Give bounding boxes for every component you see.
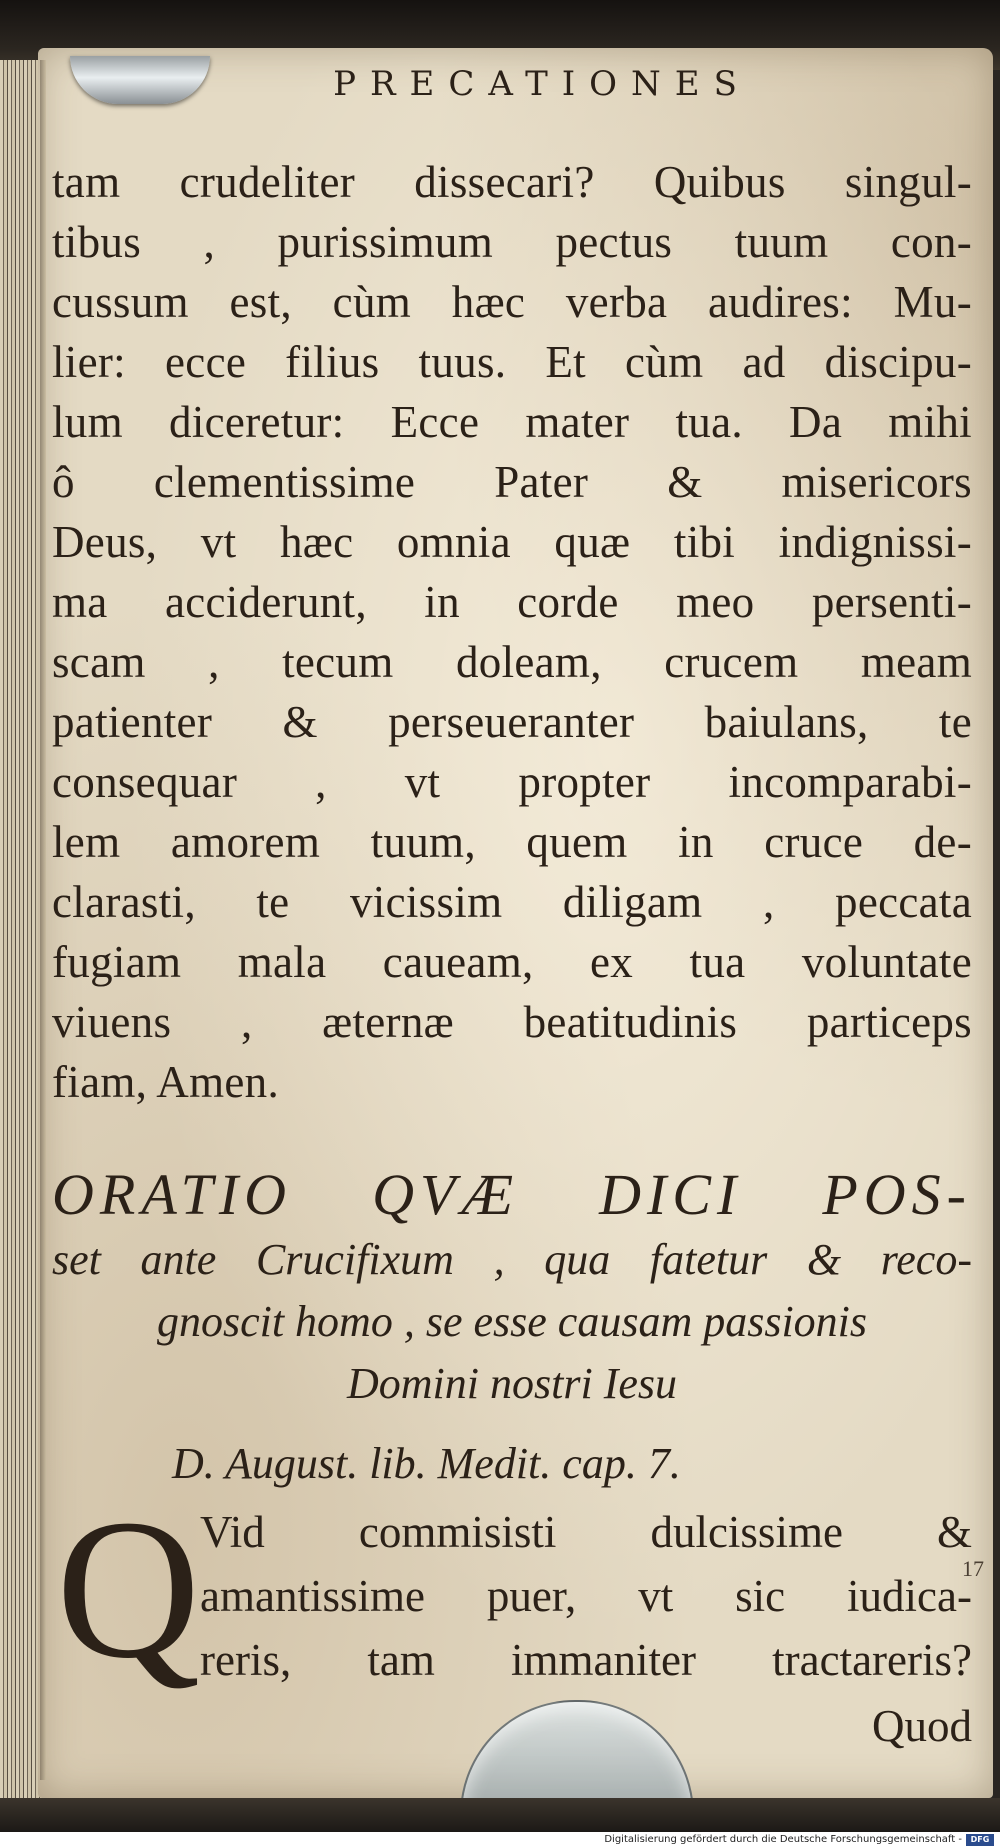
catchword: Quod — [872, 1701, 972, 1751]
section-heading: ORATIO QVÆ DICI POS- — [52, 1162, 972, 1227]
funding-credit: Digitalisierung gefördert durch die Deutsche Forschungsgemeinschaft - — [604, 1834, 962, 1845]
text-line: Vid commisisti dulcissime & — [200, 1507, 972, 1557]
section-subheading-line: gnoscit homo , se esse causam passionis — [156, 1297, 868, 1346]
dfg-logo: DFG — [966, 1834, 994, 1846]
text-line: amantissime puer, vt sic iudica- — [200, 1571, 972, 1621]
section-subheading-line: set ante Crucifixum , qua fatetur & reco- — [52, 1235, 972, 1284]
text-line: ô clementissime Pater & misericors — [52, 457, 972, 507]
margin-page-number: 17 — [962, 1556, 984, 1581]
text-line: tam crudeliter dissecari? Quibus singul- — [52, 157, 972, 207]
scan-bottom-shadow — [0, 1798, 1000, 1832]
text-line: scam , tecum doleam, crucem meam — [52, 637, 972, 687]
text-line: fugiam mala caueam, ex tua voluntate — [52, 937, 972, 987]
text-line: patienter & perseueranter baiulans, te — [52, 697, 972, 747]
text-line: lum diceretur: Ecce mater tua. Da mihi — [52, 397, 972, 447]
section-subheading-line: Domini nostri Iesu — [347, 1359, 677, 1408]
text-line: fiam, Amen. — [52, 1057, 280, 1107]
text-line: lem amorem tuum, quem in cruce de- — [52, 817, 972, 867]
text-line: consequar , vt propter incomparabi- — [52, 757, 972, 807]
text-line: viuens , æternæ beatitudinis particeps — [52, 997, 972, 1047]
prayer-body — [52, 152, 972, 1112]
text-line: reris, tam immaniter tractareris? — [200, 1635, 972, 1685]
text-line: tibus , purissimum pectus tuum con- — [52, 217, 972, 267]
drop-cap-initial: Q — [56, 1479, 201, 1700]
page-gutter — [40, 60, 46, 1780]
prayer-opening — [200, 1500, 972, 1692]
text-line: clarasti, te vicissim diligam , peccata — [52, 877, 972, 927]
text-line: lier: ecce filius tuus. Et cùm ad discipu- — [52, 337, 972, 387]
text-line: ma acciderunt, in corde meo persenti- — [52, 577, 972, 627]
running-head: PRECATIONES — [333, 64, 751, 104]
text-line: Deus, vt hæc omnia quæ tibi indignissi- — [52, 517, 972, 567]
text-line: cussum est, cùm hæc verba audires: Mu- — [52, 277, 972, 327]
source-citation: D. August. lib. Medit. cap. 7. — [172, 1439, 681, 1488]
